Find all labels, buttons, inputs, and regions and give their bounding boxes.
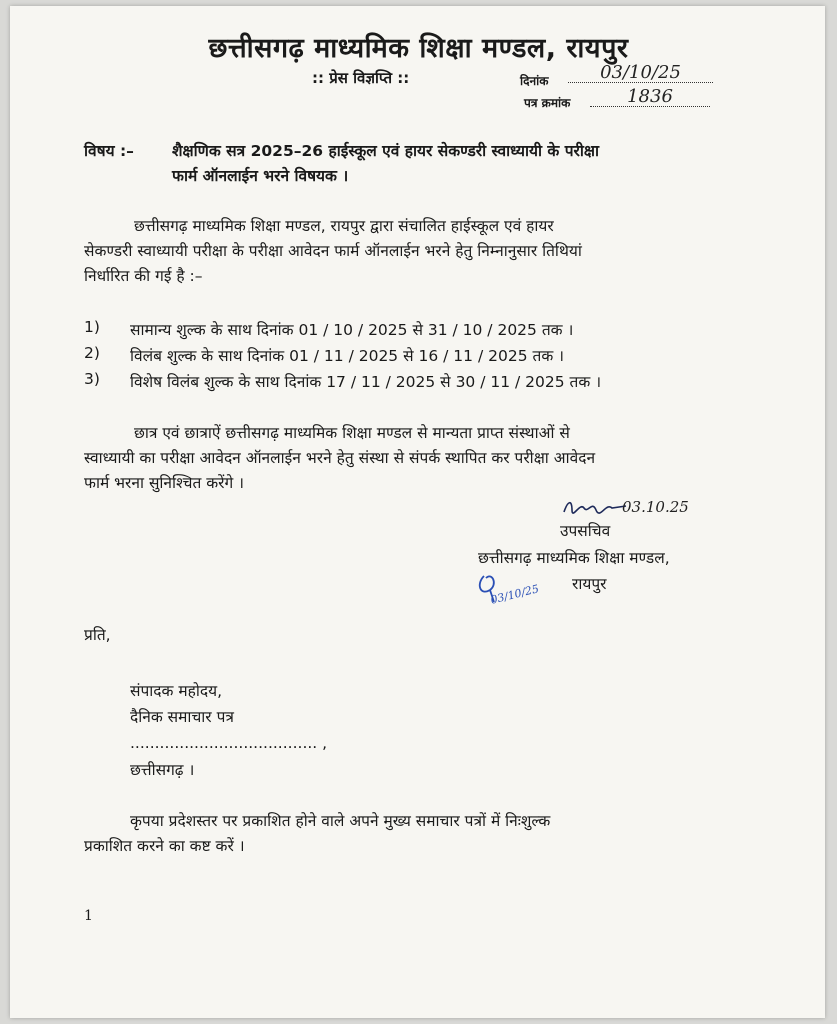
subject-line-1: शैक्षणिक सत्र 2025–26 हाईस्कूल एवं हायर सेकण्डरी स्वाध्यायी के परीक्षा bbox=[172, 142, 599, 160]
schedule-item-num: 1) bbox=[84, 318, 100, 336]
handwritten-signature bbox=[560, 496, 630, 518]
to-label: प्रति, bbox=[84, 626, 111, 644]
date-label: दिनांक bbox=[520, 74, 549, 88]
request-line-2: प्रकाशित करने का कष्ट करें । bbox=[84, 837, 245, 855]
notice-line-2: स्वाध्यायी का परीक्षा आवेदन ऑनलाईन भरने हेतु संस्था से संपर्क स्थापित कर परीक्षा आवेदन bbox=[84, 449, 596, 467]
recipient-line-3: ...................................... , bbox=[130, 734, 328, 752]
schedule-item-text: विलंब शुल्क के साथ दिनांक 01 / 11 / 2025 से 16 / 11 / 2025 तक । bbox=[130, 347, 565, 365]
intro-line-3: निर्धारित की गई है :– bbox=[84, 267, 203, 285]
page-number: 1 bbox=[84, 908, 93, 924]
notice-line-1: छात्र एवं छात्राऐं छत्तीसगढ़ माध्यमिक शिक्षा मण्डल से मान्यता प्राप्त संस्थाओं से bbox=[134, 424, 570, 442]
subject-line-2: फार्म ऑनलाईन भरने विषयक । bbox=[172, 167, 349, 185]
signature-date: 03.10.25 bbox=[622, 498, 689, 516]
press-release-heading: :: प्रेस विज्ञप्ति :: bbox=[312, 69, 410, 87]
recipient-line-2: दैनिक समाचार पत्र bbox=[130, 708, 234, 726]
notice-line-3: फार्म भरना सुनिश्चित करेंगे । bbox=[84, 474, 245, 492]
schedule-item-num: 3) bbox=[84, 370, 100, 388]
signatory-designation: उपसचिव bbox=[560, 522, 611, 540]
document-title: छत्तीसगढ़ माध्यमिक शिक्षा मण्डल, रायपुर bbox=[208, 33, 629, 64]
intro-line-2: सेकण्डरी स्वाध्यायी परीक्षा के परीक्षा आवेदन फार्म ऑनलाईन भरने हेतु निम्नानुसार तिथियां bbox=[84, 242, 582, 260]
request-line-1: कृपया प्रदेशस्तर पर प्रकाशित होने वाले अपने मुख्य समाचार पत्रों में निःशुल्क bbox=[130, 812, 551, 830]
subject-label: विषय :– bbox=[84, 142, 134, 160]
blue-stamp-date: 03/10/25 bbox=[489, 582, 541, 607]
schedule-item-text: विशेष विलंब शुल्क के साथ दिनांक 17 / 11 / 2025 से 30 / 11 / 2025 तक । bbox=[130, 373, 602, 391]
signatory-organization: छत्तीसगढ़ माध्यमिक शिक्षा मण्डल, bbox=[478, 549, 670, 567]
recipient-line-1: संपादक महोदय, bbox=[130, 682, 223, 700]
signatory-city: रायपुर bbox=[572, 575, 607, 593]
letter-no-label: पत्र क्रमांक bbox=[524, 96, 571, 110]
recipient-line-4: छत्तीसगढ़ । bbox=[130, 761, 195, 779]
schedule-item-text: सामान्य शुल्क के साथ दिनांक 01 / 10 / 2025 से 31 / 10 / 2025 तक । bbox=[130, 321, 574, 339]
date-value: 03/10/25 bbox=[568, 64, 713, 83]
schedule-item-num: 2) bbox=[84, 344, 100, 362]
intro-line-1: छत्तीसगढ़ माध्यमिक शिक्षा मण्डल, रायपुर द्वारा संचालित हाईस्कूल एवं हायर bbox=[134, 217, 554, 235]
letter-no-value: 1836 bbox=[590, 88, 710, 107]
